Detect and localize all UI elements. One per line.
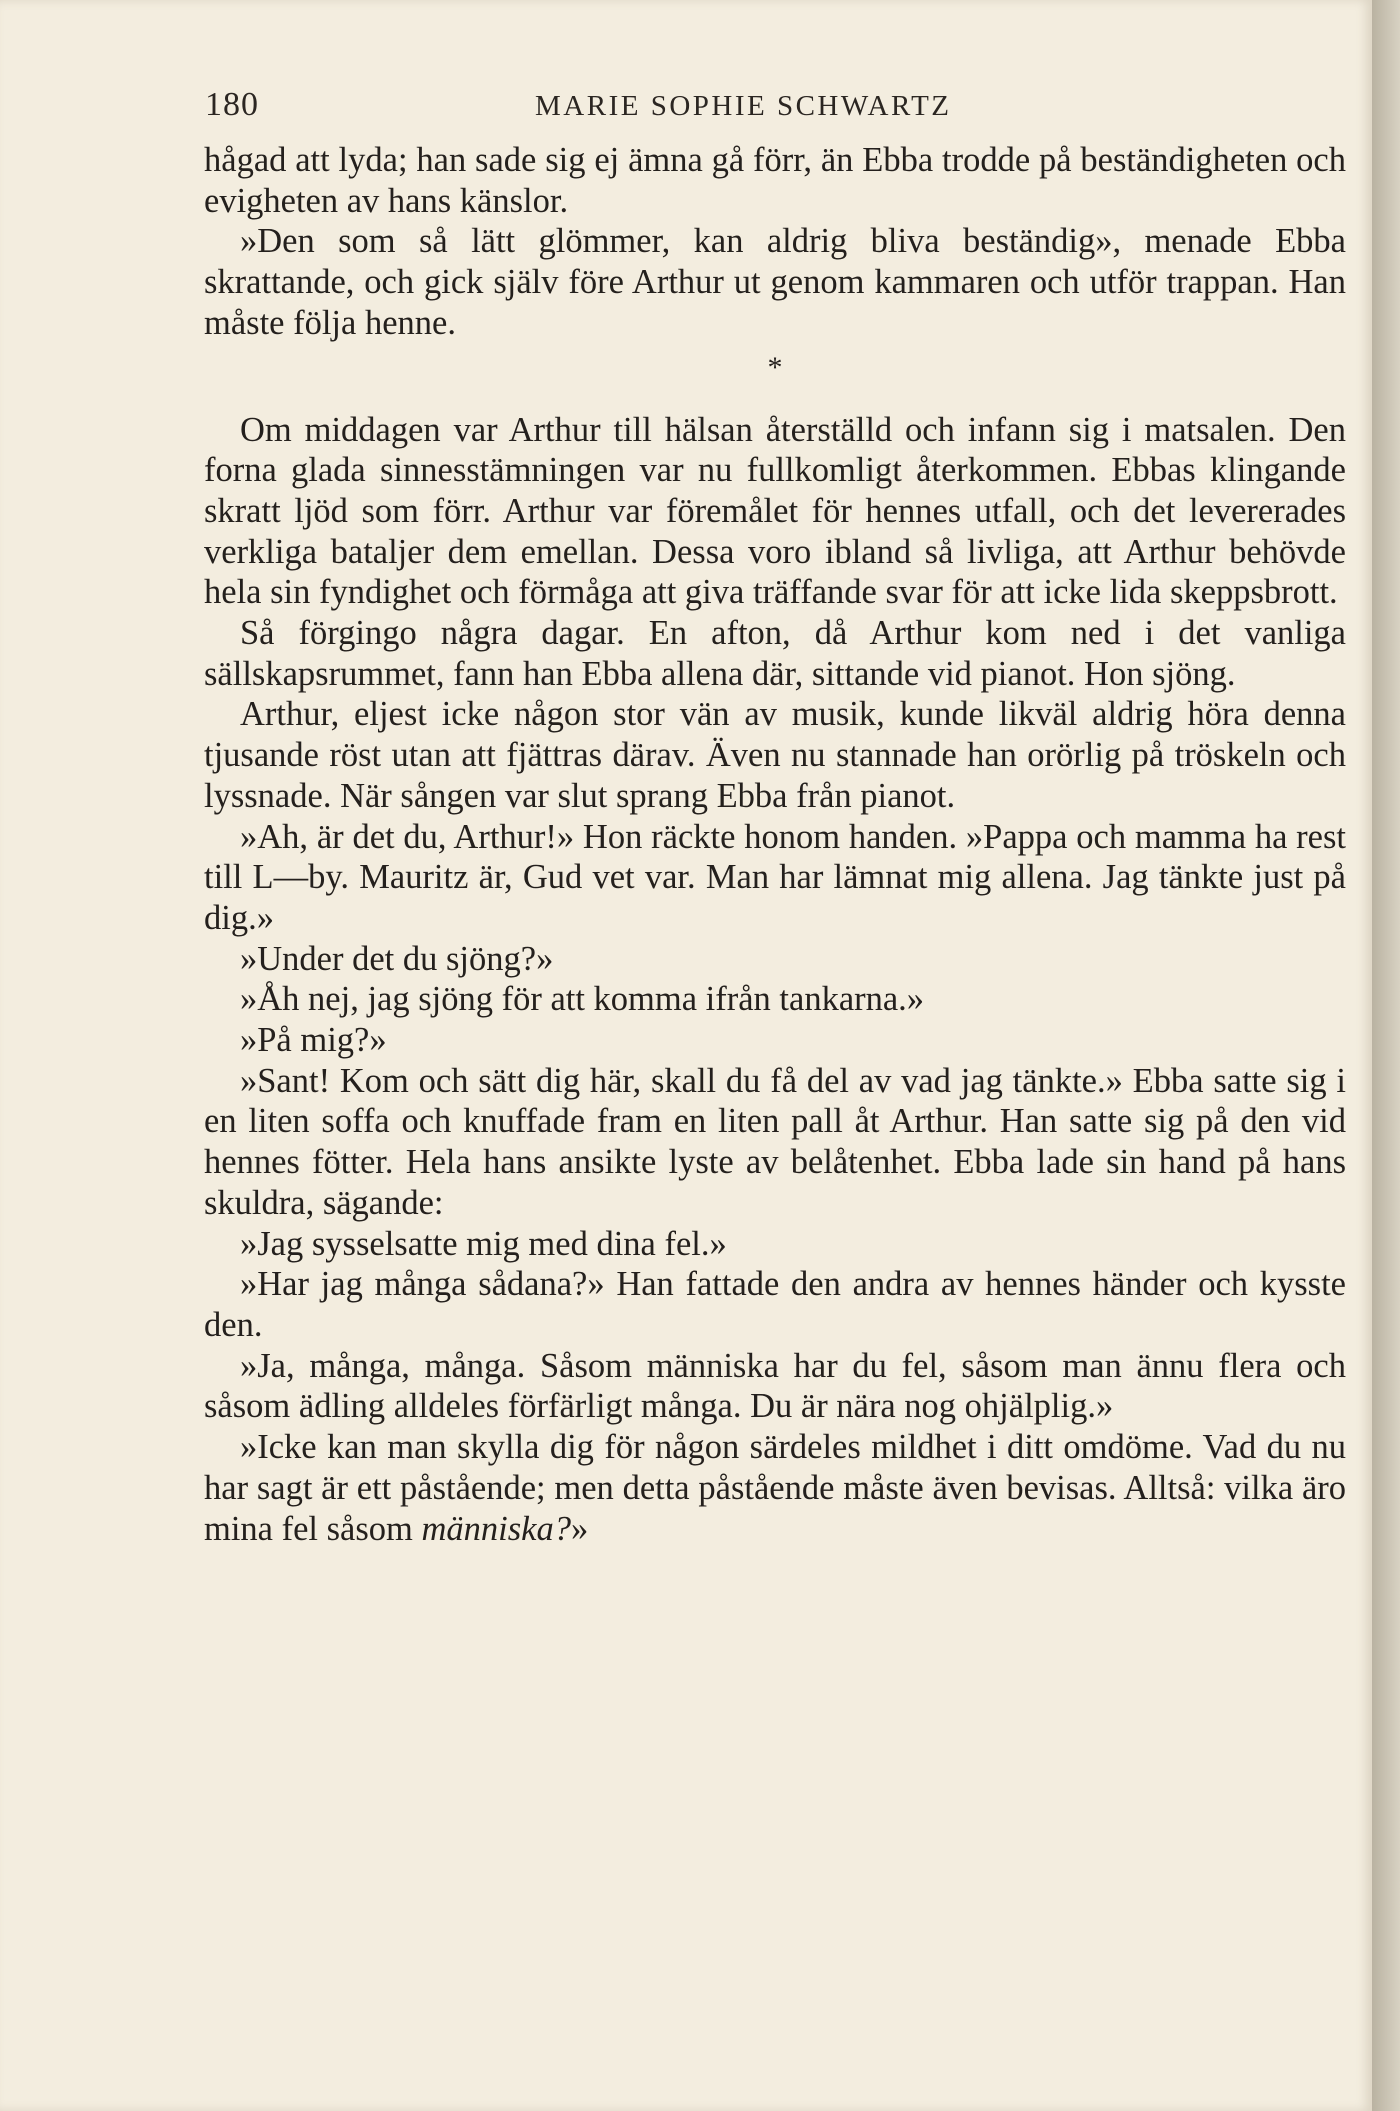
paragraph: Så förgingo några dagar. En afton, då Arthur kom ned i det vanliga sällskapsrummet, fann han Ebba allena där, sittande vid pianot. Hon sjöng. (204, 614, 1346, 693)
page-edge (1372, 0, 1400, 2111)
section-break-asterisk: * (767, 350, 783, 384)
running-title: MARIE SOPHIE SCHWARTZ (535, 90, 952, 122)
page-number: 180 (205, 86, 259, 123)
paragraph: Om middagen var Arthur till hälsan återställd och infann sig i matsalen. Den forna glada sinnesstämningen var nu fullkomligt återkommen. Ebbas klingande skratt ljöd som förr. Arthur var föremålet för hennes utfall, och det levererades verkliga bataljer dem emellan. Dessa voro ibland så livliga, att Arthur behövde hela sin fyndighet och förmåga att giva träffande svar för att icke lida skeppsbrott. (204, 410, 1346, 612)
running-head (205, 86, 1345, 126)
paragraph-last (204, 1427, 1346, 1549)
paragraph: »Sant! Kom och sätt dig här, skall du få del av vad jag tänkte.» Ebba satte sig i en liten soffa och knuffade fram en liten pall åt Arthur. Han satte sig på den vid hennes fötter. Hela hans ansikte lyste av belåtenhet. Ebba lade sin hand på hans skuldra, sägande: (204, 1061, 1346, 1222)
emphasized-word: människa? (421, 1509, 571, 1548)
paragraph: »Under det du sjöng?» (240, 939, 554, 978)
closing-quote: » (571, 1509, 589, 1548)
paragraph: »Åh nej, jag sjöng för att komma ifrån tankarna.» (240, 980, 925, 1019)
paragraph: Arthur, eljest icke någon stor vän av musik, kunde likväl aldrig höra denna tjusande röst utan att fjättras därav. Även nu stannade han orörlig på tröskeln och lyssnade. När sången var slut sprang Ebba från pianot. (204, 695, 1346, 815)
paragraph: »Den som så lätt glömmer, kan aldrig bliva beständig», menade Ebba skrattande, och gick själv före Arthur ut genom kammaren och utför trappan. Han måste följa henne. (204, 222, 1346, 342)
paragraph: »Jag sysselsatte mig med dina fel.» (240, 1224, 727, 1263)
body-text (204, 140, 1346, 1549)
paragraph-last-text: »Icke kan man skylla dig för någon särdeles mildhet i ditt omdöme. Vad du nu har sagt är ett påstående; men detta påstående måste även bevisas. Alltså: vilka äro mina fel såsom (204, 1428, 1346, 1548)
paragraph: »På mig?» (240, 1021, 387, 1060)
paragraph: »Ah, är det du, Arthur!» Hon räckte honom handen. »Pappa och mamma ha rest till L—by. Mauritz är, Gud vet var. Man har lämnat mig allena. Jag tänkte just på dig.» (204, 817, 1346, 937)
paragraph: »Har jag många sådana?» Han fattade den andra av hennes händer och kysste den. (204, 1265, 1346, 1344)
paragraph: »Ja, många, många. Såsom människa har du fel, såsom man ännu flera och såsom ädling alldeles förfärligt många. Du är nära nog ohjälplig.» (204, 1346, 1346, 1426)
paragraph: hågad att lyda; han sade sig ej ämna gå förr, än Ebba trodde på beständigheten och evigheten av hans känslor. (204, 141, 1346, 220)
